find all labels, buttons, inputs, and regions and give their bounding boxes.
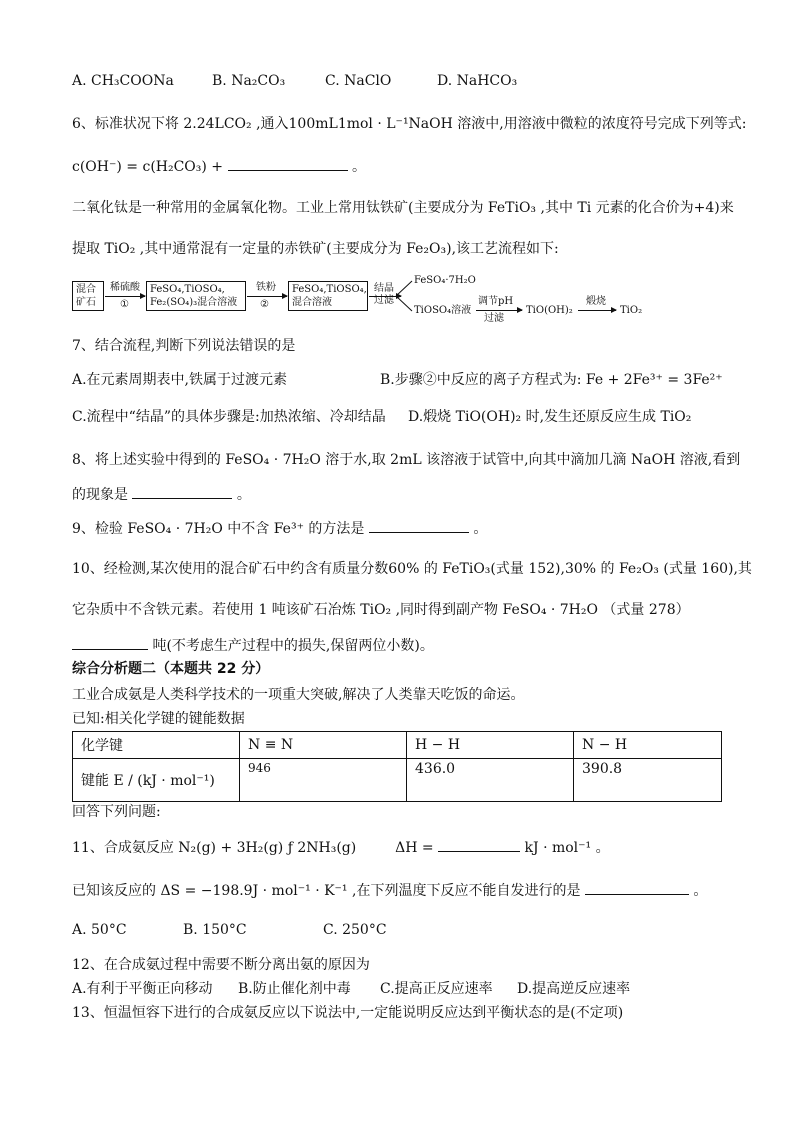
q10-answer-blank[interactable] xyxy=(72,635,148,650)
q6-end: 。 xyxy=(351,159,366,175)
flow-step5: 煅烧 xyxy=(586,296,606,307)
flow-step2-reagent: 铁粉 xyxy=(256,282,276,293)
q9-line xyxy=(72,518,487,538)
q11-line-2 xyxy=(72,880,707,900)
table-header-cell: N − H xyxy=(574,732,722,759)
flow-box-ore: 混合 矿石 xyxy=(72,281,104,311)
q11-line-1 xyxy=(72,837,610,857)
flow-arrow-4 xyxy=(476,310,522,311)
q6-equation-line xyxy=(72,156,366,176)
q8-prompt: 的现象是 xyxy=(72,487,128,503)
q10-line-3 xyxy=(72,635,434,655)
q6-equation: c(OH⁻) = c(H₂CO₃) + xyxy=(72,159,224,175)
q5-option-b[interactable]: B. Na₂CO₃ xyxy=(212,73,286,89)
process-flowchart xyxy=(72,275,712,323)
flow-arrow-2 xyxy=(247,296,287,297)
table-cell: 390.8 xyxy=(574,759,722,802)
section2-intro: 工业合成氨是人类科学技术的一项重大突破,解决了人类靠天吃饭的命运。 xyxy=(72,687,525,703)
q6-answer-blank[interactable] xyxy=(228,156,348,171)
flow-step1-reagent: 稀硫酸 xyxy=(110,282,140,293)
flow-product-tioh2: TiO(OH)₂ xyxy=(526,305,573,316)
q11-option-a[interactable]: A. 50°C xyxy=(72,922,127,938)
q11-end: 。 xyxy=(693,883,708,899)
table-header-cell: 化学键 xyxy=(73,732,240,759)
bond-energy-table xyxy=(72,731,722,802)
flow-step2-number: ② xyxy=(260,299,269,310)
q7-stem: 7、结合流程,判断下列说法错误的是 xyxy=(72,338,296,354)
q12-option-a[interactable]: A.有利于平衡正向移动 xyxy=(72,981,213,997)
q8-line-2 xyxy=(72,484,251,504)
q8-line-1: 8、将上述实验中得到的 FeSO₄ · 7H₂O 溶于水,取 2mL 该溶液于试管中,向其中滴加几滴 NaOH 溶液,看到 xyxy=(72,452,741,468)
q10-text: 吨(不考虑生产过程中的损失,保留两位小数)。 xyxy=(152,638,434,654)
q11-unit: kJ · mol⁻¹ 。 xyxy=(524,840,610,856)
q13-stem: 13、恒温恒容下进行的合成氨反应以下说法中,一定能说明反应达到平衡状态的是(不定项) xyxy=(72,1005,624,1021)
q11-answer-blank[interactable] xyxy=(438,837,520,852)
q8-end: 。 xyxy=(236,487,251,503)
q11-delta-h: ΔH = xyxy=(395,840,434,856)
q9-answer-blank[interactable] xyxy=(369,518,469,533)
q5-option-d[interactable]: D. NaHCO₃ xyxy=(437,73,518,89)
table-cell: 436.0 xyxy=(407,759,574,802)
table-header-row xyxy=(73,732,722,759)
q7-option-c[interactable]: C.流程中“结晶”的具体步骤是:加热浓缩、冷却结晶 xyxy=(72,409,386,425)
flow-step1-number: ① xyxy=(120,299,129,310)
q10-line-2: 它杂质中不含铁元素。若使用 1 吨该矿石冶炼 TiO₂ ,同时得到副产物 FeSO₄ · 7H₂O （式量 278） xyxy=(72,602,690,618)
q11-temperature-blank[interactable] xyxy=(585,880,689,895)
flow-step3: 结晶 过滤 xyxy=(374,283,394,306)
flow-box-solution-2: FeSO₄,TiOSO₄, 混合溶液 xyxy=(288,281,368,311)
intro-line-1: 二氧化钛是一种常用的金属氧化物。工业上常用钛铁矿(主要成分为 FeTiO₃ ,其中 Ti 元素的化合价为+4)来 xyxy=(72,200,734,216)
table-header-cell: N ≡ N xyxy=(240,732,407,759)
q9-text: 9、检验 FeSO₄ · 7H₂O 中不含 Fe³⁺ 的方法是 xyxy=(72,521,365,537)
q7-option-a[interactable]: A.在元素周期表中,铁属于过渡元素 xyxy=(72,372,288,388)
flow-step4-top: 调节pH xyxy=(478,296,514,307)
flow-product-tioso4: TiOSO₄溶液 xyxy=(414,305,472,316)
flow-box-solution-1: FeSO₄,TiOSO₄, Fe₂(SO₄)₃混合溶液 xyxy=(146,281,246,311)
q5-option-c[interactable]: C. NaClO xyxy=(325,73,392,89)
section2-known: 已知:相关化学键的键能数据 xyxy=(72,711,245,727)
q11-equation: 11、合成氨反应 N₂(g) + 3H₂(g) ƒ 2NH₃(g) xyxy=(72,840,357,856)
intro-line-2: 提取 TiO₂ ,其中通常混有一定量的赤铁矿(主要成分为 Fe₂O₃),该工艺流程如下: xyxy=(72,241,559,257)
q11-option-c[interactable]: C. 250°C xyxy=(323,922,387,938)
q5-option-a[interactable]: A. CH₃COONa xyxy=(72,73,174,89)
q10-line-1: 10、经检测,某次使用的混合矿石中约含有质量分数60% 的 FeTiO₃(式量 152),30% 的 Fe₂O₃ (式量 160),其 xyxy=(72,561,752,577)
flow-product-tio2: TiO₂ xyxy=(620,305,643,316)
q11-option-b[interactable]: B. 150°C xyxy=(183,922,247,938)
q12-option-b[interactable]: B.防止催化剂中毒 xyxy=(238,981,351,997)
q7-option-b[interactable]: B.步骤②中反应的离子方程式为: Fe + 2Fe³⁺ = 3Fe²⁺ xyxy=(380,372,723,388)
table-cell: 946 xyxy=(240,759,407,802)
q8-answer-blank[interactable] xyxy=(132,484,232,499)
table-header-cell: H − H xyxy=(407,732,574,759)
q12-option-c[interactable]: C.提高正反应速率 xyxy=(380,981,493,997)
flow-arrow-5 xyxy=(578,310,616,311)
q11-entropy-text: 已知该反应的 ΔS = −198.9J · mol⁻¹ · K⁻¹ ,在下列温度下反应不能自发进行的是 xyxy=(72,883,581,899)
answer-prompt: 回答下列问题: xyxy=(72,804,161,820)
q12-option-d[interactable]: D.提高逆反应速率 xyxy=(517,981,631,997)
q7-option-d[interactable]: D.煅烧 TiO(OH)₂ 时,发生还原反应生成 TiO₂ xyxy=(408,409,692,425)
flow-branch-lines xyxy=(394,275,414,319)
q6-text: 6、标准状况下将 2.24LCO₂ ,通入100mL1mol · L⁻¹NaOH 溶液中,用溶液中微粒的浓度符号完成下列等式: xyxy=(72,116,747,132)
q12-stem: 12、在合成氨过程中需要不断分离出氨的原因为 xyxy=(72,957,370,973)
flow-arrow-1 xyxy=(105,296,145,297)
table-row xyxy=(73,759,722,802)
table-row-label: 键能 E / (kJ · mol⁻¹) xyxy=(73,759,240,802)
flow-step4-bottom: 过滤 xyxy=(484,313,504,324)
q9-end: 。 xyxy=(473,521,488,537)
flow-product-ferrous-sulfate: FeSO₄·7H₂O xyxy=(414,275,476,286)
section2-title: 综合分析题二（本题共 22 分） xyxy=(72,661,270,677)
